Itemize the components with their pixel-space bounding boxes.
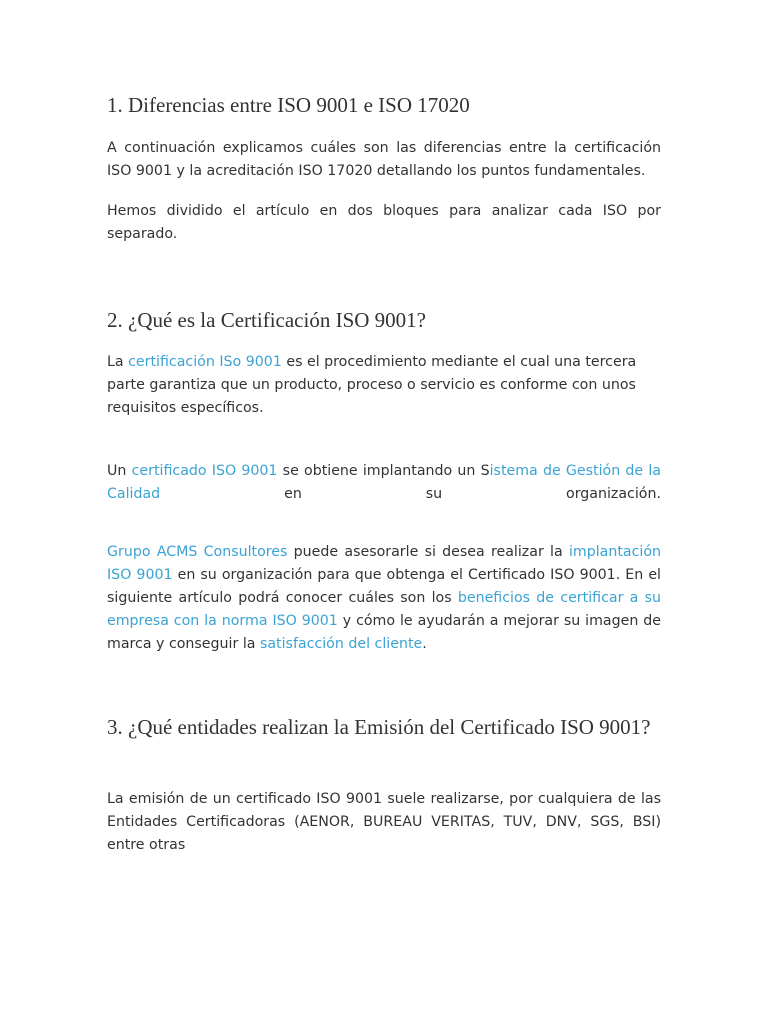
section-2-paragraph-2 bbox=[107, 460, 661, 506]
section-2-paragraph-1 bbox=[107, 351, 637, 420]
text-span: es el procedimiento mediante el cual una tercera parte garantiza que un producto, proceso o servicio es conforme con unos requisitos específicos. bbox=[107, 354, 637, 416]
text-span: La bbox=[107, 354, 129, 370]
text-span: se obtiene implantando un S bbox=[277, 463, 490, 479]
section-2-heading: 2. ¿Qué es la Certificación ISO 9001? bbox=[107, 308, 426, 332]
link-beneficios-certificar[interactable]: beneficios de certificar a su empresa con la norma ISO 9001 bbox=[107, 590, 661, 629]
link-certificacion-iso-9001[interactable]: certificación ISo 9001 bbox=[128, 354, 282, 370]
link-satisfaccion-cliente[interactable]: satisfacción del cliente bbox=[259, 636, 423, 652]
section-2-paragraph-3 bbox=[107, 541, 661, 656]
section-1-paragraph-2: Hemos dividido el artículo en dos bloques para analizar cada ISO por separado. bbox=[107, 203, 661, 242]
link-certificado-iso-9001[interactable]: certificado ISO 9001 bbox=[131, 463, 278, 479]
text-span: en su organización. bbox=[160, 486, 661, 502]
section-3-paragraph-1: La emisión de un certificado ISO 9001 suele realizarse, por cualquiera de las Entidades Certificadoras (AENOR, BUREAU VERITAS, TUV, DNV, SGS, BSI) entre otras bbox=[107, 791, 661, 853]
text-span: . bbox=[422, 636, 427, 652]
text-span: puede asesorarle si desea realizar la bbox=[287, 544, 569, 560]
section-3-heading: 3. ¿Qué entidades realizan la Emisión del Certificado ISO 9001? bbox=[107, 715, 651, 739]
link-implantacion-iso-9001[interactable]: implantación ISO 9001 bbox=[107, 544, 662, 583]
section-1-heading: 1. Diferencias entre ISO 9001 e ISO 17020 bbox=[107, 93, 470, 117]
text-span: en su organización para que obtenga el Certificado ISO 9001. En el siguiente artículo podrá conocer cuáles son los bbox=[107, 567, 661, 606]
text-span: y cómo le ayudarán a mejorar su imagen de marca y conseguir la bbox=[107, 613, 662, 652]
link-grupo-acms-consultores[interactable]: Grupo ACMS Consultores bbox=[107, 544, 288, 560]
section-1-paragraph-1: A continuación explicamos cuáles son las diferencias entre la certificación ISO 9001 y la acreditación ISO 17020 detallando los puntos fundamentales. bbox=[107, 140, 661, 179]
text-span: Un bbox=[107, 463, 132, 479]
link-sistema-gestion-calidad[interactable]: istema de Gestión de la Calidad bbox=[107, 463, 661, 502]
